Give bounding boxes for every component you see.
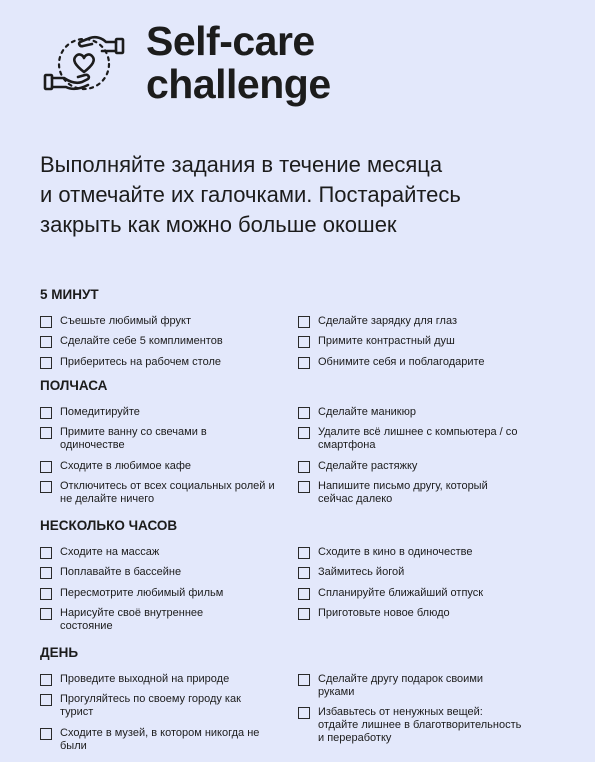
checkbox[interactable]	[40, 407, 52, 419]
hands-heart-icon	[40, 26, 128, 100]
checklist-item[interactable]	[298, 546, 560, 559]
section-day	[40, 645, 560, 753]
checklist-item[interactable]	[40, 315, 298, 328]
checklist-item[interactable]	[40, 607, 298, 633]
item-label: Сделайте растяжку	[318, 459, 418, 472]
item-label: Съешьте любимый фрукт	[60, 314, 192, 327]
checklist-item[interactable]	[298, 587, 560, 600]
section-several-hours	[40, 518, 560, 633]
checklist-item[interactable]	[298, 406, 560, 419]
item-label: Прогуляйтесь по своему городу как турист	[60, 693, 241, 718]
checkbox[interactable]	[298, 427, 310, 439]
checklist-item[interactable]	[298, 460, 560, 473]
checkbox[interactable]	[298, 674, 310, 686]
checklist-item[interactable]	[298, 706, 560, 745]
checkbox[interactable]	[40, 547, 52, 559]
checkbox[interactable]	[298, 336, 310, 348]
item-label: Проведите выходной на природе	[60, 672, 230, 685]
checkbox[interactable]	[40, 316, 52, 328]
page-title	[146, 20, 331, 106]
item-label: Сходите в кино в одиночестве	[318, 545, 473, 558]
checkbox[interactable]	[40, 567, 52, 579]
checkbox[interactable]	[298, 608, 310, 620]
checklist-item[interactable]	[298, 315, 560, 328]
section-5-minutes	[40, 287, 560, 369]
checklist-item[interactable]	[40, 727, 298, 753]
item-label: Сделайте зарядку для глаз	[318, 314, 457, 327]
item-label: Спланируйте ближайший отпуск	[318, 586, 484, 599]
checkbox[interactable]	[40, 608, 52, 620]
section-half-hour	[40, 378, 560, 506]
item-label: Приберитесь на рабочем столе	[60, 355, 221, 368]
item-label: Удалите всё лишнее с компьютера / со смартфона	[318, 426, 518, 451]
item-label: Сходите на массаж	[60, 545, 160, 558]
item-label: Примите ванну со свечами в одиночестве	[60, 426, 207, 451]
item-label: Отключитесь от всех социальных ролей и не делайте ничего	[60, 480, 275, 505]
item-label: Помедитируйте	[60, 405, 140, 418]
checklist-item[interactable]	[298, 335, 560, 348]
item-label: Приготовьте новое блюдо	[318, 607, 450, 619]
checkbox[interactable]	[298, 547, 310, 559]
checklist-item[interactable]	[40, 546, 298, 559]
item-label: Нарисуйте своё внутреннее состояние	[60, 607, 204, 632]
checklist-item[interactable]	[298, 673, 560, 699]
checklist-item[interactable]	[40, 426, 298, 452]
checkbox[interactable]	[40, 694, 52, 706]
intro-line-3: закрыть как можно больше окошек	[40, 212, 397, 237]
intro-line-2: и отмечайте их галочками. Постарайтесь	[40, 182, 461, 207]
checkbox[interactable]	[298, 481, 310, 493]
item-label: Примите контрастный душ	[318, 335, 455, 347]
checkbox[interactable]	[40, 336, 52, 348]
item-label: Займитесь йогой	[318, 566, 405, 578]
checklist-item[interactable]	[298, 607, 560, 620]
checklist-item[interactable]	[298, 566, 560, 579]
item-label: Обнимите себя и поблагодарите	[318, 355, 485, 368]
intro-line-1: Выполняйте задания в течение месяца	[40, 152, 443, 177]
item-label: Пересмотрите любимый фильм	[60, 586, 224, 599]
item-label: Сделайте себе 5 комплиментов	[60, 335, 223, 347]
checklist-item[interactable]	[40, 673, 298, 686]
checkbox[interactable]	[298, 407, 310, 419]
checklist-item[interactable]	[40, 406, 298, 419]
checklist-item[interactable]	[40, 460, 298, 473]
checklist-item[interactable]	[298, 356, 560, 369]
checkbox[interactable]	[40, 481, 52, 493]
item-label: Сходите в музей, в котором никогда не были	[60, 726, 260, 752]
title-line-2: challenge	[146, 61, 331, 107]
checklist-item[interactable]	[40, 356, 298, 369]
checkbox[interactable]	[40, 461, 52, 473]
item-label: Напишите письмо другу, который сейчас далеко	[318, 480, 488, 505]
item-label: Сходите в любимое кафе	[60, 459, 192, 472]
checklist-item[interactable]	[40, 566, 298, 579]
checkbox[interactable]	[298, 707, 310, 719]
checklist-item[interactable]	[40, 335, 298, 348]
title-line-1: Self-care	[146, 18, 315, 64]
checkbox[interactable]	[298, 567, 310, 579]
checklist-item[interactable]	[298, 426, 560, 452]
item-label: Избавьтесь от ненужных вещей: отдайте лишнее в благотворительность и переработку	[318, 706, 522, 744]
item-label: Сделайте маникюр	[318, 405, 416, 418]
checkbox[interactable]	[40, 674, 52, 686]
section-title: НЕСКОЛЬКО ЧАСОВ	[40, 518, 178, 533]
section-title: ДЕНЬ	[40, 645, 79, 660]
intro-text	[40, 150, 560, 240]
checkbox[interactable]	[40, 728, 52, 740]
checkbox[interactable]	[40, 588, 52, 600]
item-label: Поплавайте в бассейне	[60, 566, 182, 578]
checkbox[interactable]	[40, 357, 52, 369]
checklist-item[interactable]	[40, 480, 298, 506]
section-title: 5 МИНУТ	[40, 287, 99, 302]
checklist-item[interactable]	[40, 693, 298, 719]
checkbox[interactable]	[40, 427, 52, 439]
checkbox[interactable]	[298, 316, 310, 328]
checkbox[interactable]	[298, 588, 310, 600]
checklist-item[interactable]	[298, 480, 560, 506]
item-label: Сделайте другу подарок своими руками	[318, 672, 484, 698]
checklist-item[interactable]	[40, 587, 298, 600]
section-title: ПОЛЧАСА	[40, 378, 108, 393]
checkbox[interactable]	[298, 461, 310, 473]
checkbox[interactable]	[298, 357, 310, 369]
